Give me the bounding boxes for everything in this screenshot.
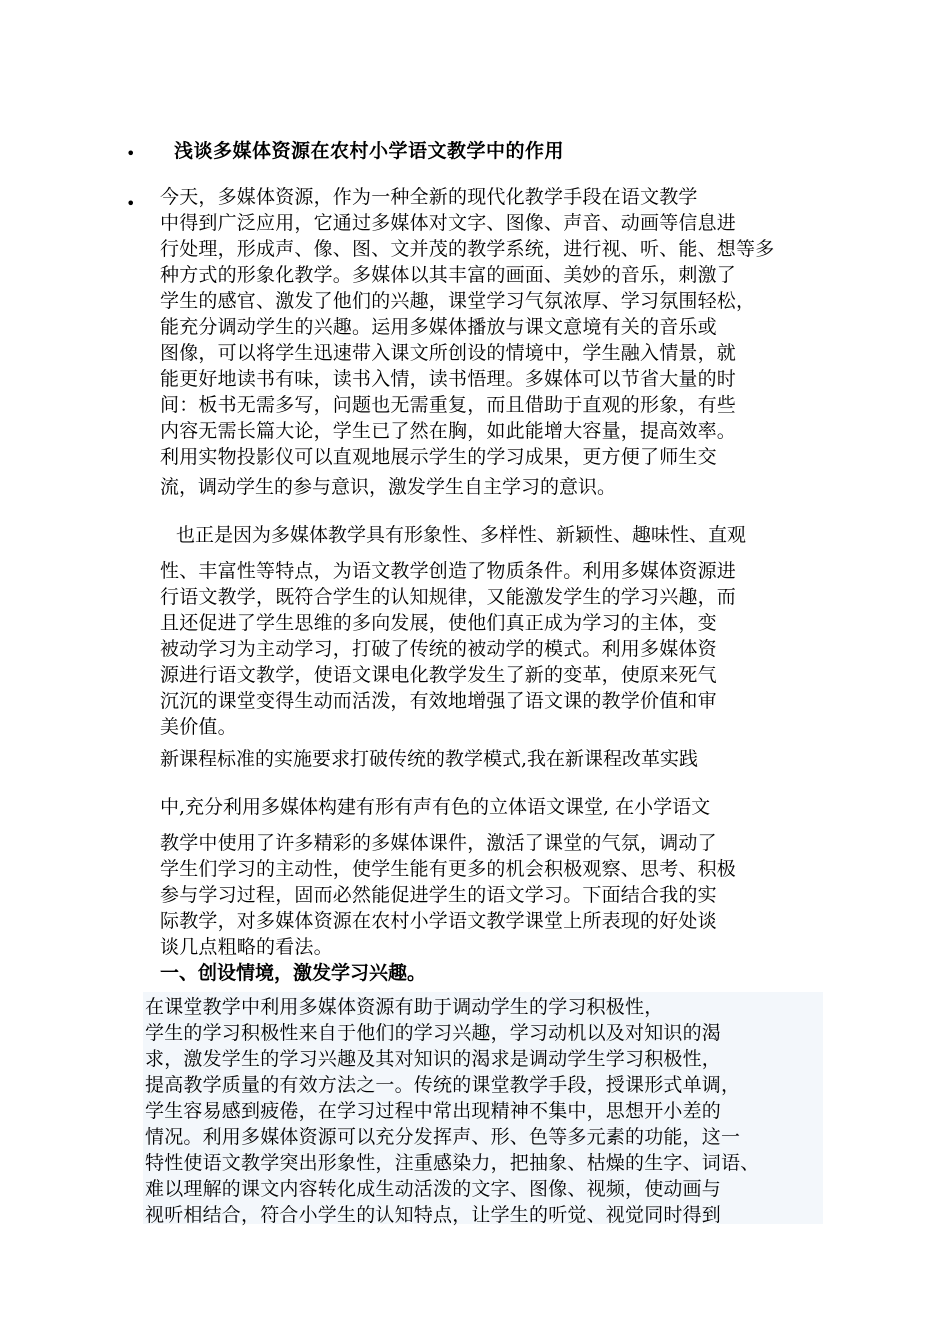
document-title: 浅谈多媒体资源在农村小学语文教学中的作用 bbox=[174, 140, 565, 162]
text-line: 特性使语文教学突出形象性，注重感染力，把抽象、枯燥的生字、词语、 bbox=[145, 1152, 760, 1174]
text-line: 视听相结合，符合小学生的认知特点，让学生的听觉、视觉同时得到 bbox=[145, 1204, 722, 1226]
paragraph-section-one bbox=[145, 994, 759, 1228]
text-line: 沉沉的课堂变得生动而活泼，有效地增强了语文课的教学价值和审 bbox=[160, 690, 717, 712]
text-line: 源进行语文教学，使语文课电化教学发生了新的变革，使原来死气 bbox=[160, 664, 717, 686]
list-bullet: • bbox=[126, 194, 136, 213]
text-line: 谈几点粗略的看法。 bbox=[160, 936, 333, 958]
text-line: 学生的感官、激发了他们的兴趣，课堂学习气氛浓厚、学习氛围轻松， bbox=[160, 290, 756, 312]
text-line: 际教学，对多媒体资源在农村小学语文教学课堂上所表现的好处谈 bbox=[160, 910, 717, 932]
text-line: 学生容易感到疲倦，在学习过程中常出现精神不集中，思想开小差的 bbox=[145, 1100, 722, 1122]
text-line: 情况。利用多媒体资源可以充分发挥声、形、色等多元素的功能，这一 bbox=[145, 1126, 741, 1148]
text-line: 性、丰富性等特点，为语文教学创造了物质条件。利用多媒体资源进 bbox=[160, 560, 737, 582]
text-line: 也正是因为多媒体教学具有形象性、多样性、新颖性、趣味性、直观 bbox=[176, 524, 747, 546]
text-line: 能更好地读书有味，读书入情，读书悟理。多媒体可以节省大量的时 bbox=[160, 368, 737, 390]
text-line: 教学中使用了许多精彩的多媒体课件，激活了课堂的气氛，调动了 bbox=[160, 832, 717, 854]
text-line: 在课堂教学中利用多媒体资源有助于调动学生的学习积极性， bbox=[145, 996, 664, 1018]
text-line: 行语文教学，既符合学生的认知规律，又能激发学生的学习兴趣，而 bbox=[160, 586, 737, 608]
text-line: 参与学习过程，固而必然能促进学生的语文学习。下面结合我的实 bbox=[160, 884, 717, 906]
text-line: 流，调动学生的参与意识，激发学生自主学习的意识。 bbox=[160, 476, 617, 498]
text-line: 求，激发学生的学习兴趣及其对知识的渴求是调动学生学习积极性， bbox=[145, 1048, 722, 1070]
text-line: 学生们学习的主动性，使学生能有更多的机会积极观察、思考、积极 bbox=[160, 858, 737, 880]
text-line: 中得到广泛应用，它通过多媒体对文字、图像、声音、动画等信息进 bbox=[160, 212, 737, 234]
text-line: 被动学习为主动学习，打破了传统的被动学的模式。利用多媒体资 bbox=[160, 638, 717, 660]
text-line: 中,充分利用多媒体构建有形有声有色的立体语文课堂, 在小学语文 bbox=[160, 796, 711, 818]
paragraph-advantages bbox=[160, 558, 736, 740]
text-line: 提高教学质量的有效方法之一。传统的课堂教学手段，授课形式单调， bbox=[145, 1074, 741, 1096]
text-line: 今天，多媒体资源，作为一种全新的现代化教学手段在语文教学 bbox=[160, 186, 698, 208]
text-line: 种方式的形象化教学。多媒体以其丰富的画面、美妙的音乐，刺激了 bbox=[160, 264, 737, 286]
text-line: 内容无需长篇大论，学生已了然在胸，如此能增大容量，提高效率。 bbox=[160, 420, 737, 442]
text-line: 学生的学习积极性来自于他们的学习兴趣，学习动机以及对知识的渴 bbox=[145, 1022, 722, 1044]
paragraph-curriculum bbox=[160, 830, 736, 960]
section-heading: 一、创设情境，激发学习兴趣。 bbox=[160, 962, 427, 984]
text-line: 且还促进了学生思维的多向发展，使他们真正成为学习的主体，变 bbox=[160, 612, 717, 634]
list-bullet: • bbox=[126, 144, 136, 163]
text-line: 利用实物投影仪可以直观地展示学生的学习成果，更方便了师生交 bbox=[160, 446, 717, 468]
text-line: 新课程标准的实施要求打破传统的教学模式,我在新课程改革实践 bbox=[160, 748, 699, 770]
text-line: 间：板书无需多写，问题也无需重复，而且借助于直观的形象，有些 bbox=[160, 394, 737, 416]
text-line: 图像，可以将学生迅速带入课文所创设的情境中，学生融入情景，就 bbox=[160, 342, 737, 364]
text-line: 能充分调动学生的兴趣。运用多媒体播放与课文意境有关的音乐或 bbox=[160, 316, 717, 338]
text-line: 美价值。 bbox=[160, 716, 237, 738]
text-line: 难以理解的课文内容转化成生动活泼的文字、图像、视频，使动画与 bbox=[145, 1178, 722, 1200]
text-line: 行处理，形成声、像、图、文并茂的教学系统，进行视、听、能、想等多 bbox=[160, 238, 775, 260]
paragraph-intro bbox=[160, 184, 774, 470]
